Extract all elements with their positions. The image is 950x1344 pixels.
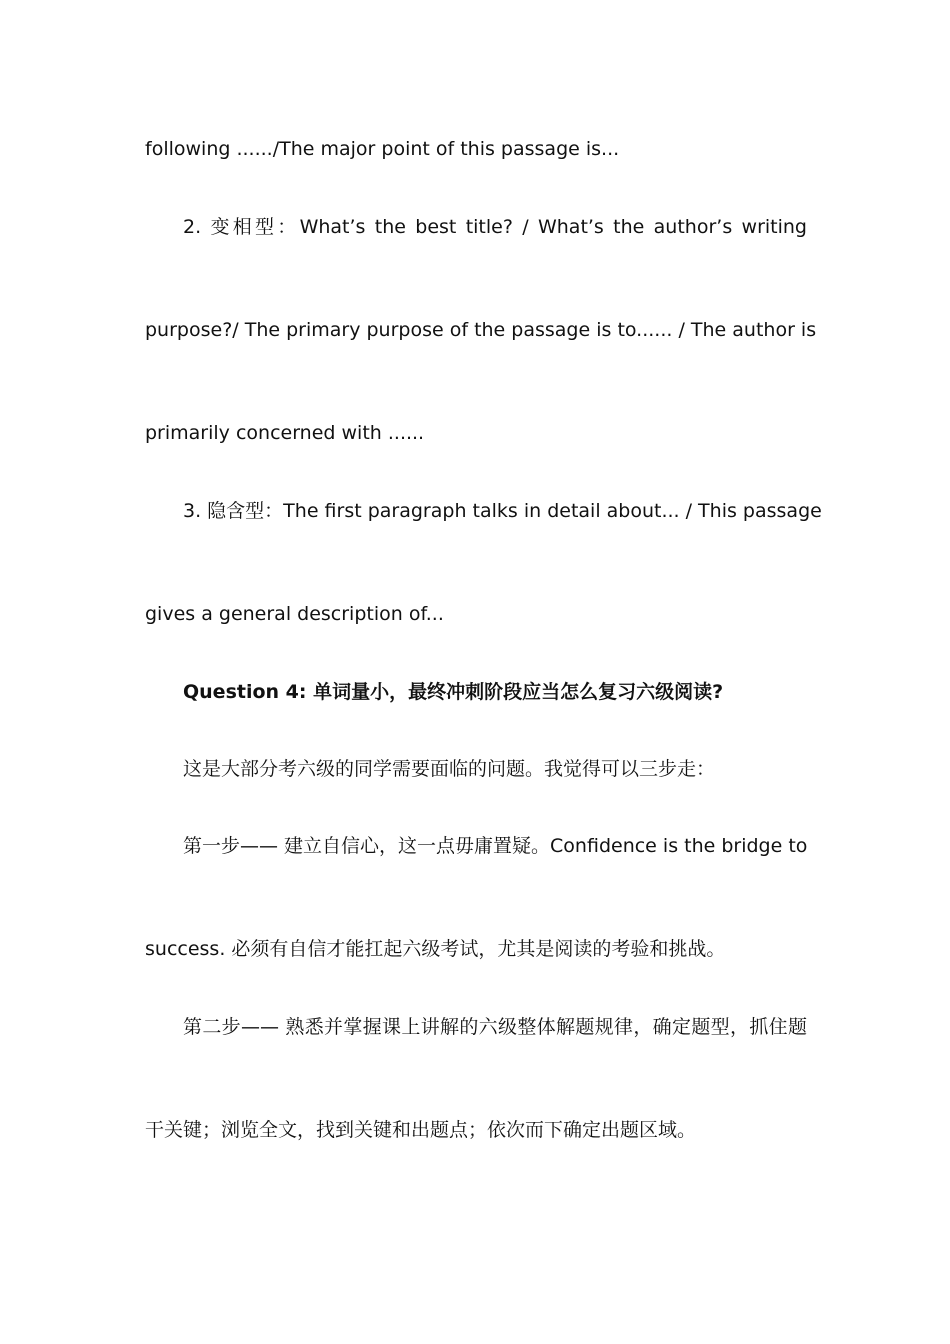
text-line-step-two: 第二步—— 熟悉并掌握课上讲解的六级整体解题规律，确定题型，抓住题 — [183, 1016, 807, 1038]
text-line-general-description: gives a general description of... — [145, 603, 444, 625]
text-line-primarily-concerned: primarily concerned with ...... — [145, 422, 425, 444]
text-line-common-problem: 这是大部分考六级的同学需要面临的问题。我觉得可以三步走： — [183, 758, 716, 780]
text-line-variant-type: 2. 变相型：What’s the best title? / What’s the author’s writing — [183, 216, 807, 238]
text-line-key-points: 干关键；浏览全文，找到关键和出题点；依次而下确定出题区域。 — [145, 1119, 697, 1141]
text-line-purpose: purpose?/ The primary purpose of the passage is to...... / The author is — [145, 319, 817, 341]
text-line-step-one: 第一步—— 建立自信心，这一点毋庸置疑。Confidence is the bridge to — [183, 835, 808, 857]
text-line-implicit-type: 3. 隐含型：The first paragraph talks in detail about... / This passage — [183, 500, 822, 522]
text-line-success: success. 必须有自信才能扛起六级考试，尤其是阅读的考验和挑战。 — [145, 938, 726, 960]
question-4-heading: Question 4: 单词量小，最终冲刺阶段应当怎么复习六级阅读? — [183, 681, 724, 703]
text-line-following: following ....../The major point of this passage is... — [145, 138, 620, 160]
